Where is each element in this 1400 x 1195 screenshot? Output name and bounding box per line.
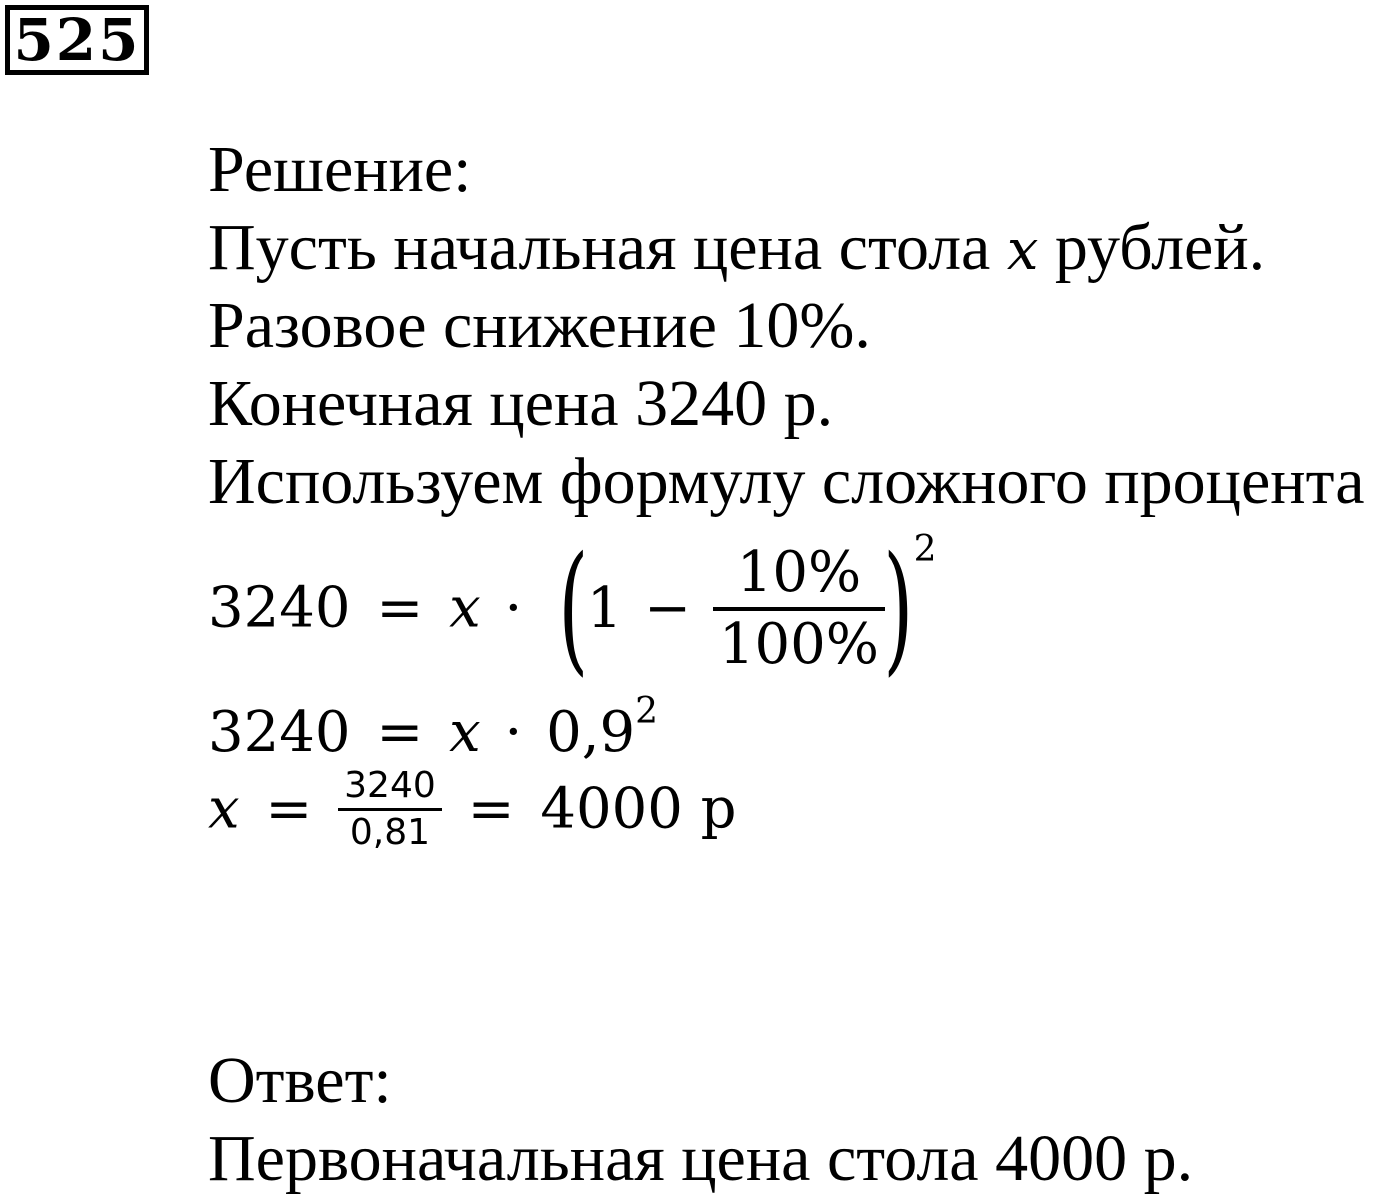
- eq1-denominator: 100%: [713, 607, 885, 673]
- eq1-exponent: 2: [913, 529, 937, 570]
- text-line-1-post: рублей.: [1038, 211, 1266, 284]
- eq1-minus: −: [644, 575, 692, 641]
- eq3-result: 4000 р: [540, 776, 737, 842]
- problem-number: [5, 5, 149, 75]
- eq1-fraction: [713, 539, 885, 677]
- variable-x: x: [1006, 218, 1039, 283]
- eq3-var: x: [208, 776, 240, 842]
- equation-1: [208, 526, 937, 690]
- eq1-left-paren: (: [558, 526, 589, 690]
- eq3-fraction: [338, 765, 442, 853]
- text-line-3: Конечная цена 3240 р.: [208, 367, 834, 440]
- eq3-equals-2: =: [467, 776, 515, 842]
- eq2-dot: ·: [504, 700, 523, 765]
- text-line-1-pre: Пусть начальная цена стола: [208, 211, 1007, 284]
- text-line-4: Используем формулу сложного процента: [208, 445, 1365, 518]
- answer-heading: Ответ:: [208, 1044, 392, 1117]
- eq1-one: 1: [586, 575, 623, 641]
- eq2-lhs: 3240: [208, 700, 351, 765]
- problem-number-text: 525: [13, 6, 141, 74]
- eq1-right-paren: ): [883, 526, 914, 690]
- eq3-numerator: 3240: [344, 765, 436, 806]
- eq2-equals: =: [376, 700, 424, 765]
- eq2-var: x: [449, 700, 481, 765]
- equation-2: [208, 691, 659, 765]
- eq2-base: 0,9: [546, 700, 636, 765]
- text-line-1: [208, 211, 1266, 284]
- eq2-exponent: 2: [635, 691, 659, 732]
- eq3-equals: =: [265, 776, 313, 842]
- equation-3: [208, 765, 737, 853]
- text-line-2: Разовое снижение 10%.: [208, 289, 871, 362]
- eq3-denominator: 0,81: [338, 808, 442, 851]
- answer-text: Первоначальная цена стола 4000 р.: [208, 1122, 1194, 1195]
- eq1-var: x: [449, 575, 481, 641]
- solution-heading: Решение:: [208, 133, 472, 206]
- eq1-dot: ·: [504, 575, 523, 641]
- eq1-lhs: 3240: [208, 575, 351, 641]
- eq1-numerator: 10%: [736, 539, 862, 605]
- eq1-equals: =: [376, 575, 424, 641]
